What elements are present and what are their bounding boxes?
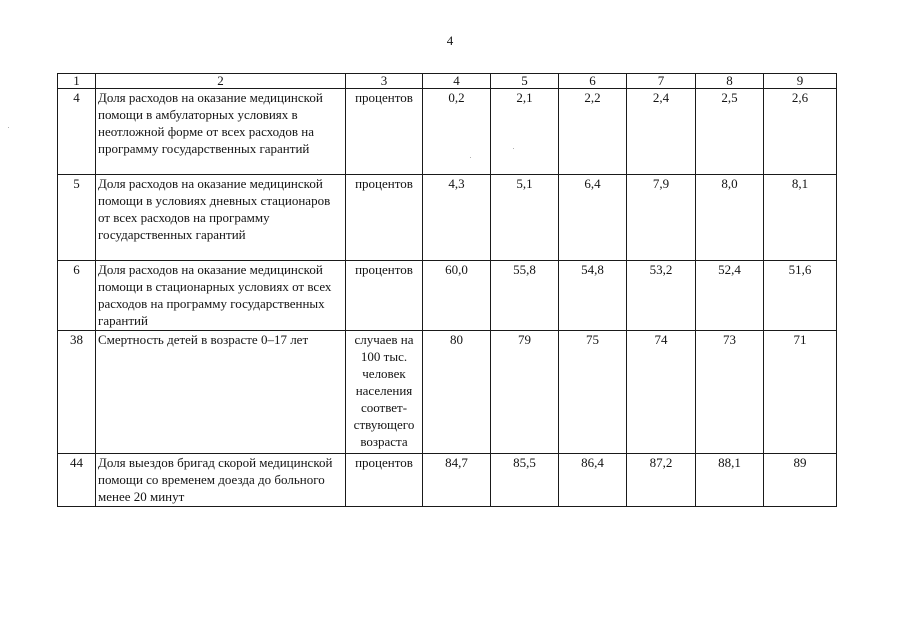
column-header: 7 [627,74,696,89]
unit-cell: процентов [346,89,423,175]
value-cell: 8,0 [696,175,764,261]
column-header: 3 [346,74,423,89]
value-cell: 55,8 [491,261,559,331]
column-header: 9 [764,74,837,89]
unit-cell: случаев на 100 тыс. человек населения соответ-ствующего возраста [346,331,423,454]
value-cell: 85,5 [491,454,559,507]
value-cell: 74 [627,331,696,454]
value-cell: 75 [559,331,627,454]
value-cell: 51,6 [764,261,837,331]
indicator-name: Доля расходов на оказание медицинской помощи в стационарных условиях от всех расходов на программу государственных гарантий [96,261,346,331]
table-row [58,261,837,331]
unit-cell: процентов [346,175,423,261]
unit-cell: процентов [346,454,423,507]
column-header: 2 [96,74,346,89]
column-header: 4 [423,74,491,89]
scan-speck [470,157,471,158]
value-cell: 2,1 [491,89,559,175]
table-row [58,89,837,175]
value-cell: 73 [696,331,764,454]
value-cell: 60,0 [423,261,491,331]
value-cell: 5,1 [491,175,559,261]
column-header: 5 [491,74,559,89]
value-cell: 52,4 [696,261,764,331]
value-cell: 2,6 [764,89,837,175]
row-number: 44 [58,454,96,507]
value-cell: 87,2 [627,454,696,507]
row-number: 4 [58,89,96,175]
value-cell: 71 [764,331,837,454]
page-number: 4 [446,33,454,48]
table-row [58,454,837,507]
value-cell: 86,4 [559,454,627,507]
value-cell: 53,2 [627,261,696,331]
value-cell: 4,3 [423,175,491,261]
indicators-table [57,73,837,507]
unit-cell: процентов [346,261,423,331]
value-cell: 54,8 [559,261,627,331]
value-cell: 2,4 [627,89,696,175]
column-header: 6 [559,74,627,89]
value-cell: 6,4 [559,175,627,261]
indicator-name: Смертность детей в возрасте 0–17 лет [96,331,346,454]
indicator-name: Доля расходов на оказание медицинской помощи в условиях дневных стационаров от всех расходов на программу государственных гарантий [96,175,346,261]
column-header: 1 [58,74,96,89]
row-number: 38 [58,331,96,454]
table-row [58,331,837,454]
value-cell: 88,1 [696,454,764,507]
value-cell: 80 [423,331,491,454]
value-cell: 7,9 [627,175,696,261]
indicator-name: Доля расходов на оказание медицинской помощи в амбулаторных условиях в неотложной форме от всех расходов на программу государственных гарантий [96,89,346,175]
indicator-name: Доля выездов бригад скорой медицинской помощи со временем доезда до больного менее 20 минут [96,454,346,507]
row-number: 5 [58,175,96,261]
table-row [58,175,837,261]
scan-speck [513,148,514,149]
column-header: 8 [696,74,764,89]
row-number: 6 [58,261,96,331]
value-cell: 2,5 [696,89,764,175]
value-cell: 0,2 [423,89,491,175]
value-cell: 8,1 [764,175,837,261]
value-cell: 79 [491,331,559,454]
table-header-row [58,74,837,89]
value-cell: 84,7 [423,454,491,507]
value-cell: 89 [764,454,837,507]
value-cell: 2,2 [559,89,627,175]
scan-speck [8,127,9,128]
